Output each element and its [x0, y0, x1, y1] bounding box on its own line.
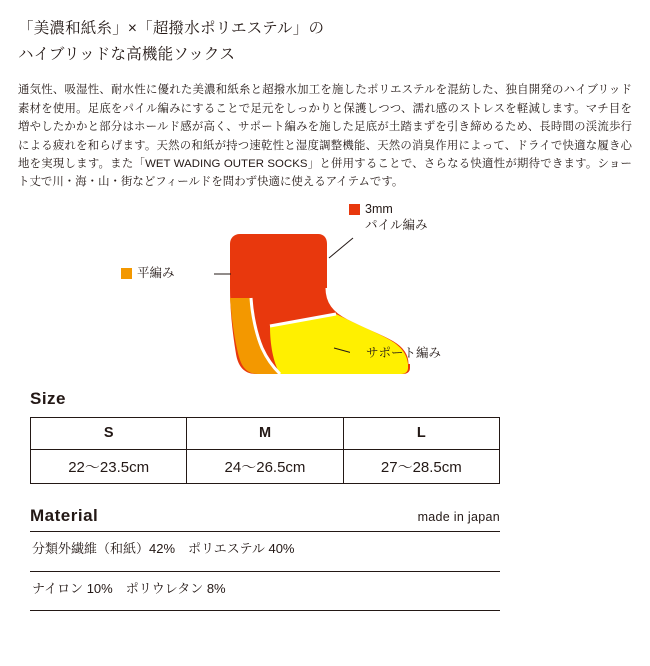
size-value-cell: 24〜26.5cm — [187, 449, 343, 483]
leader-line-pile — [329, 238, 353, 258]
size-heading: Size — [30, 388, 67, 408]
callout-flat-line-1: 平編み — [137, 265, 175, 280]
callout-pile-line-1: 3mm — [365, 201, 393, 216]
product-description — [18, 81, 632, 192]
material-header — [30, 506, 500, 526]
product-description-text: 通気性、吸湿性、耐水性に優れた美濃和紙糸と超撥水加工を施したポリエステルを混紡した、独自開発のハイブリッド素材を使用。足底をパイル編みにすることで足元をしっかりと保護しつつ、濡れ感のストレスを軽減します。マチ目を増やしたかかと部分はホールド感が高く、サポート編みを施した足底が土踏まずを引き締めるため、長時間の渓流歩行による疲れを和らげます。天然の和紙が持つ速乾性と湿度調整機能、天然の消臭作用によって、ドライで快適な履き心地を実現します。また「WET WADING OUTER SOCKS」と併用することで、さらなる快適性が期待できます。ショート丈で川・海・山・街などフィールドを問わず快適に使えるアイテムです。 — [18, 84, 632, 189]
size-value-cell: 27〜28.5cm — [343, 449, 499, 483]
callout-support-knit — [350, 346, 441, 362]
callout-pile-knit-text — [365, 202, 428, 233]
material-row: ナイロン 10% ポリウレタン 8% — [32, 580, 226, 596]
callout-flat-knit — [121, 266, 175, 282]
callout-flat-knit-text — [137, 266, 175, 282]
size-table — [30, 417, 500, 484]
callout-support-knit-text — [366, 346, 441, 362]
callout-support-line-1: サポート編み — [366, 345, 442, 360]
color-swatch-icon — [121, 268, 132, 279]
material-divider-bottom — [30, 610, 500, 611]
size-value-cell: 22〜23.5cm — [31, 449, 187, 483]
sock-diagram — [18, 202, 632, 387]
sock-illustration — [18, 202, 632, 387]
material-section — [30, 506, 500, 611]
material-row: 分類外繊維（和紙）42% ポリエステル 40% — [32, 540, 295, 556]
callout-pile-knit — [349, 202, 428, 233]
size-column-header: S — [31, 417, 187, 449]
product-detail-page — [0, 16, 650, 666]
size-column-header: M — [187, 417, 343, 449]
size-column-header: L — [343, 417, 499, 449]
page-title-line-1: 「美濃和紙糸」×「超撥水ポリエステル」の — [18, 20, 325, 37]
made-in-label: made in japan — [417, 509, 500, 524]
material-heading: Material — [30, 505, 99, 525]
table-row-header — [31, 417, 500, 449]
page-title-line-2: ハイブリッドな高機能ソックス — [18, 45, 236, 63]
page-title — [18, 16, 632, 67]
table-row — [31, 449, 500, 483]
callout-pile-line-2: パイル編み — [365, 217, 428, 232]
color-swatch-icon — [349, 204, 360, 215]
color-swatch-icon — [350, 348, 361, 359]
